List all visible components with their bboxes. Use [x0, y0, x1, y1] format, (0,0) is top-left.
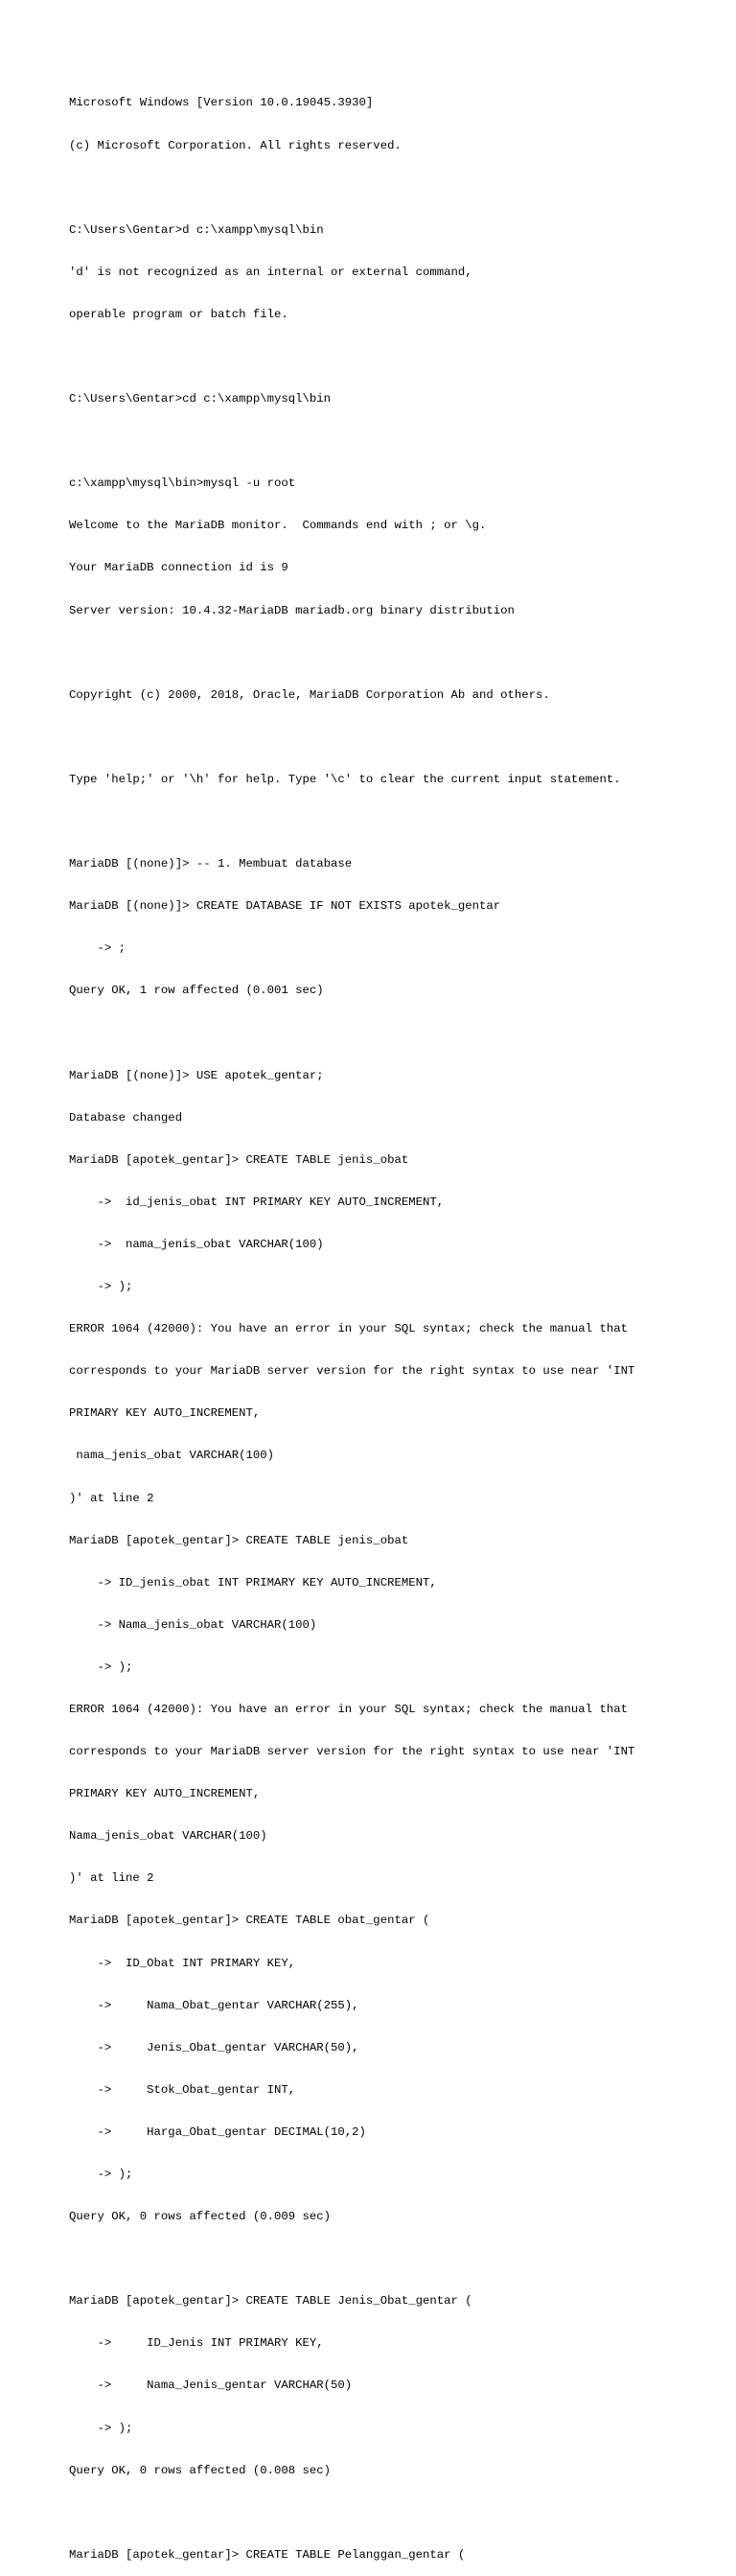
terminal-line: 'd' is not recognized as an internal or external command,: [69, 265, 472, 279]
terminal-line: MariaDB [apotek_gentar]> CREATE TABLE Pelanggan_gentar (: [69, 2547, 466, 2562]
terminal-line: [69, 1026, 721, 1040]
terminal-line: -> ID_jenis_obat INT PRIMARY KEY AUTO_INCREMENT,: [69, 1575, 437, 1590]
terminal-line: ERROR 1064 (42000): You have an error in your SQL syntax; check the manual that: [69, 1702, 628, 1716]
terminal-line: ERROR 1064 (42000): You have an error in your SQL syntax; check the manual that: [69, 1322, 628, 1336]
terminal-line: -> );: [69, 2168, 133, 2181]
terminal-line: [69, 181, 721, 196]
terminal-line: -> );: [69, 1280, 133, 1294]
terminal-line: Type 'help;' or '\h' for help. Type '\c' to clear the current input statement.: [69, 772, 621, 786]
terminal-line: )' at line 2: [69, 1871, 154, 1886]
terminal-line: c:\xampp\mysql\bin>mysql -u root: [69, 476, 296, 491]
terminal-line: MariaDB [apotek_gentar]> CREATE TABLE obat_gentar (: [69, 1914, 430, 1928]
terminal-line: operable program or batch file.: [69, 307, 288, 321]
terminal-line: Microsoft Windows [Version 10.0.19045.3930]: [69, 96, 374, 110]
terminal-line: C:\Users\Gentar>cd c:\xampp\mysql\bin: [69, 392, 332, 406]
terminal-line: [69, 731, 721, 745]
terminal-line: [69, 434, 721, 449]
terminal-line: Nama_jenis_obat VARCHAR(100): [69, 1829, 267, 1844]
terminal-line: -> Nama_jenis_obat VARCHAR(100): [69, 1617, 317, 1632]
terminal-line: -> );: [69, 1659, 133, 1674]
terminal-line: (c) Microsoft Corporation. All rights reserved.: [69, 138, 402, 152]
terminal-line: nama_jenis_obat VARCHAR(100): [69, 1449, 275, 1463]
terminal-line: MariaDB [(none)]> USE apotek_gentar;: [69, 1068, 324, 1082]
terminal-line: MariaDB [(none)]> -- 1. Membuat database: [69, 857, 353, 871]
terminal-line: -> ;: [69, 941, 126, 956]
terminal-line: [69, 815, 721, 829]
terminal-line: [69, 2252, 721, 2266]
terminal-line: -> nama_jenis_obat VARCHAR(100): [69, 1237, 324, 1251]
terminal-line: -> ID_Obat INT PRIMARY KEY,: [69, 1956, 296, 1970]
terminal-line: MariaDB [apotek_gentar]> CREATE TABLE jenis_obat: [69, 1152, 409, 1167]
terminal-line: -> Nama_Jenis_gentar VARCHAR(50): [69, 2379, 353, 2393]
terminal-line: Copyright (c) 2000, 2018, Oracle, MariaDB Corporation Ab and others.: [69, 687, 550, 702]
terminal-line: [69, 2506, 721, 2520]
terminal-line: )' at line 2: [69, 1491, 154, 1505]
terminal-line: -> );: [69, 2421, 133, 2435]
terminal-line: -> id_jenis_obat INT PRIMARY KEY AUTO_INCREMENT,: [69, 1195, 445, 1209]
terminal-line: C:\Users\Gentar>d c:\xampp\mysql\bin: [69, 222, 324, 237]
terminal-line: MariaDB [apotek_gentar]> CREATE TABLE Jenis_Obat_gentar (: [69, 2294, 472, 2309]
terminal-line: Server version: 10.4.32-MariaDB mariadb.org binary distribution: [69, 603, 515, 617]
terminal-line: corresponds to your MariaDB server version for the right syntax to use near 'INT: [69, 1364, 635, 1379]
terminal-line: Query OK, 0 rows affected (0.008 sec): [69, 2463, 332, 2477]
terminal-line: MariaDB [(none)]> CREATE DATABASE IF NOT EXISTS apotek_gentar: [69, 899, 501, 914]
terminal-line: [69, 646, 721, 661]
terminal-line: -> Harga_Obat_gentar DECIMAL(10,2): [69, 2124, 366, 2139]
terminal-line: [69, 350, 721, 364]
terminal-line: MariaDB [apotek_gentar]> CREATE TABLE jenis_obat: [69, 1533, 409, 1547]
terminal-line: -> ID_Jenis INT PRIMARY KEY,: [69, 2336, 324, 2351]
terminal-line: Query OK, 1 row affected (0.001 sec): [69, 984, 324, 998]
terminal-line: PRIMARY KEY AUTO_INCREMENT,: [69, 1406, 261, 1421]
terminal-line: Your MariaDB connection id is 9: [69, 561, 288, 575]
terminal-line: corresponds to your MariaDB server version for the right syntax to use near 'INT: [69, 1745, 635, 1759]
terminal-line: -> Stok_Obat_gentar INT,: [69, 2082, 296, 2097]
terminal-output[interactable]: [69, 68, 721, 2576]
terminal-line: -> Jenis_Obat_gentar VARCHAR(50),: [69, 2040, 359, 2054]
terminal-line: -> Nama_Obat_gentar VARCHAR(255),: [69, 1998, 359, 2012]
terminal-line: Query OK, 0 rows affected (0.009 sec): [69, 2210, 332, 2224]
terminal-line: Welcome to the MariaDB monitor. Commands end with ; or \g.: [69, 519, 487, 533]
terminal-line: Database changed: [69, 1110, 183, 1125]
terminal-line: PRIMARY KEY AUTO_INCREMENT,: [69, 1787, 261, 1801]
